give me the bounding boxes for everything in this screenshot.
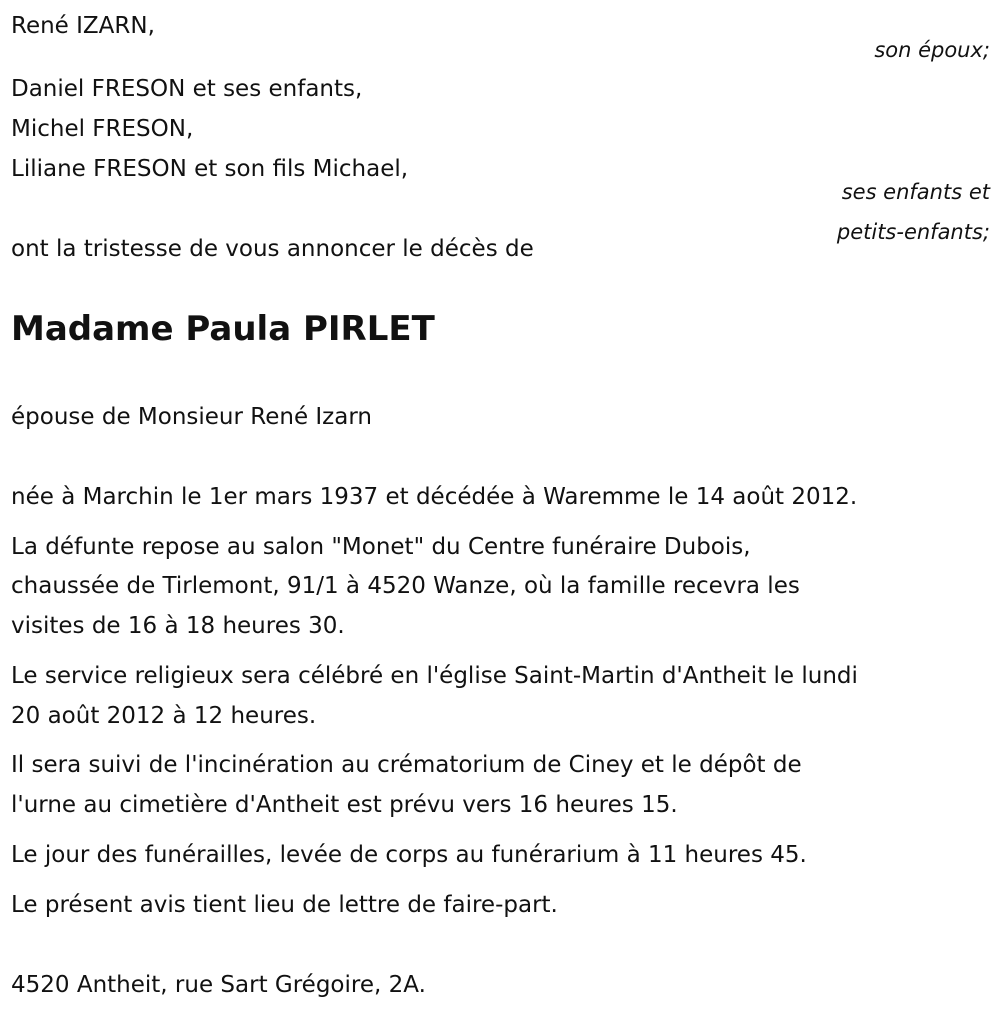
children-role-line2: petits-enfants; — [836, 220, 990, 244]
child-michel: Michel FRESON, — [11, 116, 194, 142]
repose-line-3: visites de 16 à 18 heures 30. — [11, 613, 345, 639]
funeral-day-text: Le jour des funérailles, levée de corps au funérarium à 11 heures 45. — [11, 842, 807, 868]
deceased-name: Madame Paula PIRLET — [11, 309, 435, 349]
birth-death-text: née à Marchin le 1er mars 1937 et décédée à Waremme le 14 août 2012. — [11, 484, 858, 510]
address-text: 4520 Antheit, rue Sart Grégoire, 2A. — [11, 972, 426, 998]
incineration-line-2: l'urne au cimetière d'Antheit est prévu vers 16 heures 15. — [11, 792, 678, 818]
spouse-of-text: épouse de Monsieur René Izarn — [11, 404, 372, 430]
children-role-line1: ses enfants et — [841, 180, 990, 204]
service-line-1: Le service religieux sera célébré en l'église Saint-Martin d'Antheit le lundi — [11, 663, 858, 689]
repose-line-2: chaussée de Tirlemont, 91/1 à 4520 Wanze, où la famille recevra les — [11, 573, 800, 599]
service-line-2: 20 août 2012 à 12 heures. — [11, 703, 317, 729]
repose-line-1: La défunte repose au salon "Monet" du Centre funéraire Dubois, — [11, 534, 751, 560]
spouse-role: son époux; — [874, 38, 990, 62]
announcement-text: ont la tristesse de vous annoncer le décès de — [11, 236, 534, 262]
notice-text: Le présent avis tient lieu de lettre de faire-part. — [11, 892, 558, 918]
spouse-name: René IZARN, — [11, 13, 155, 39]
child-liliane: Liliane FRESON et son fils Michael, — [11, 156, 409, 182]
child-daniel: Daniel FRESON et ses enfants, — [11, 76, 363, 102]
incineration-line-1: Il sera suivi de l'incinération au crématorium de Ciney et le dépôt de — [11, 752, 802, 778]
